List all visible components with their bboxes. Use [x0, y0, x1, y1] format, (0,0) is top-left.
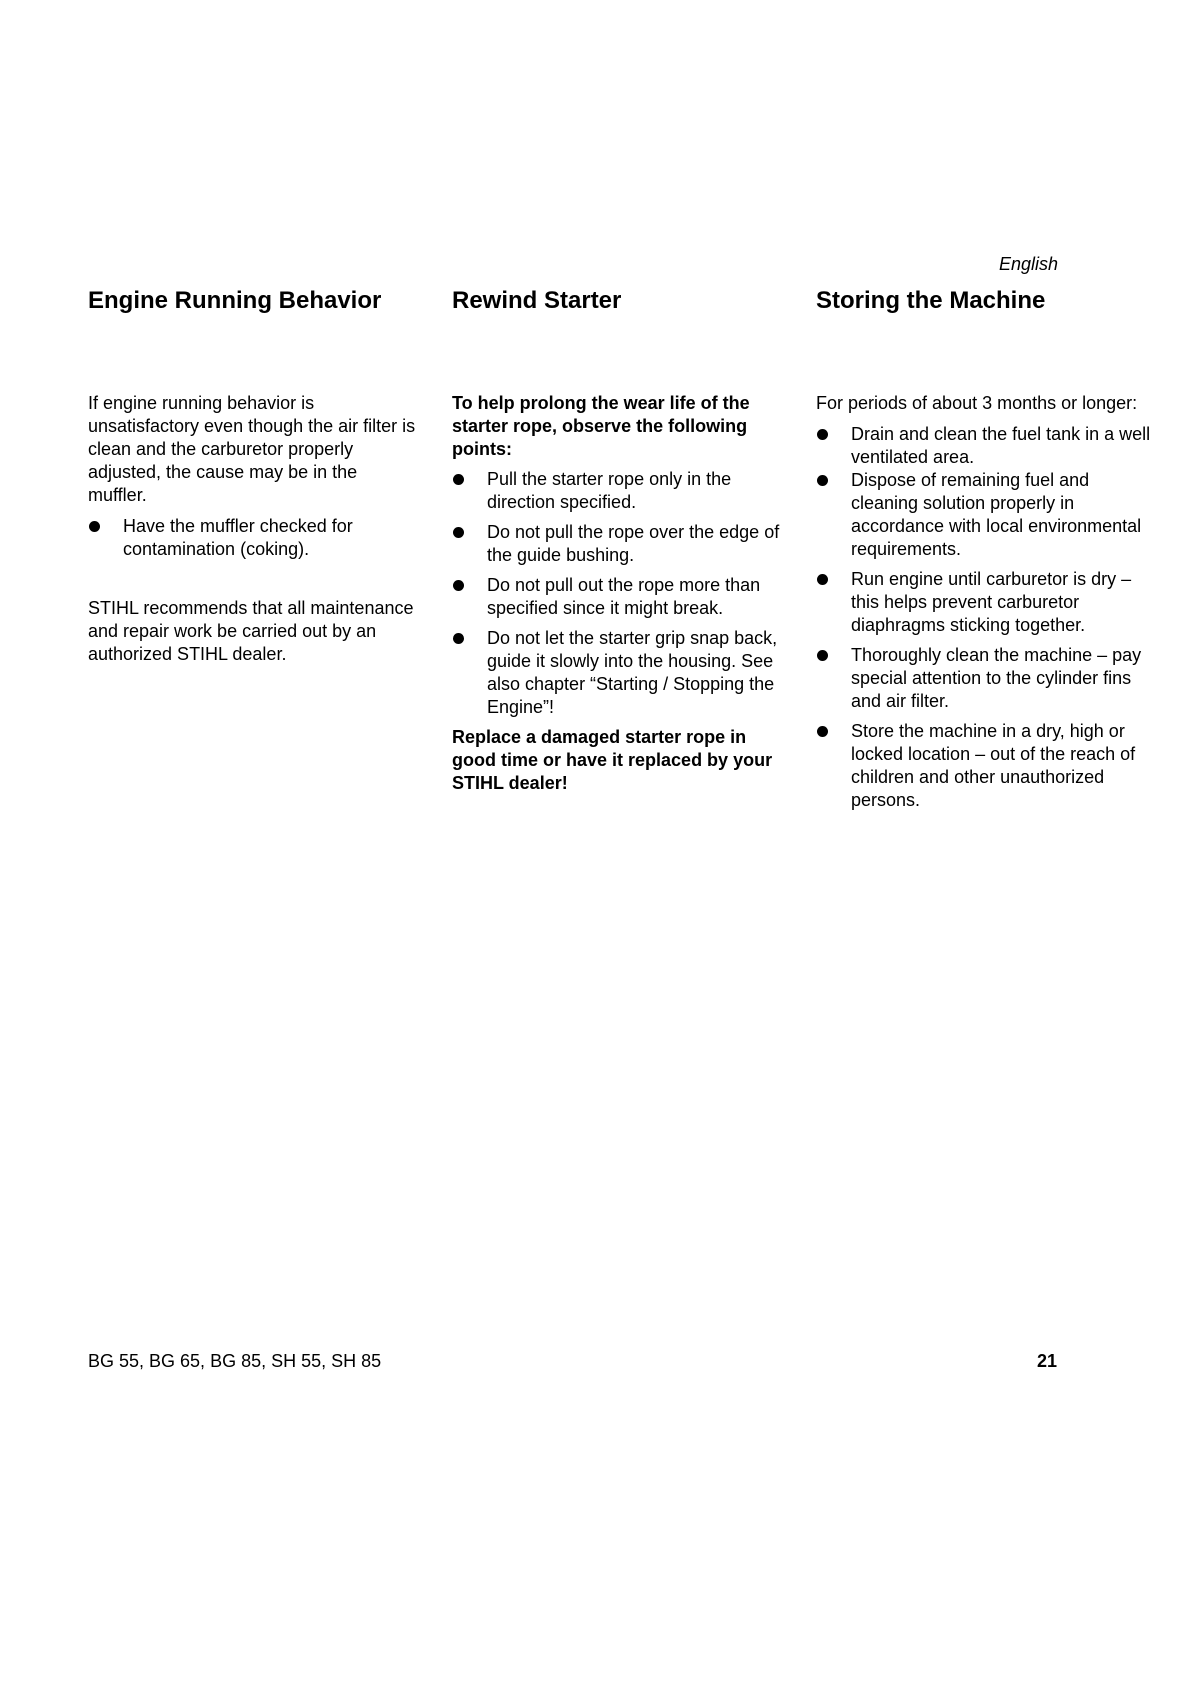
engine-bullet-list — [88, 515, 418, 561]
list-item — [816, 720, 1152, 812]
list-item-text: Have the muffler checked for contamination (coking). — [123, 516, 353, 559]
list-item-text: Run engine until carburetor is dry – this helps prevent carburetor diaphragms sticking together. — [851, 569, 1132, 635]
list-item-text: Pull the starter rope only in the direction specified. — [487, 469, 732, 512]
starter-intro-paragraph: To help prolong the wear life of the starter rope, observe the following points: — [452, 393, 750, 459]
list-item-text: Do not let the starter grip snap back, guide it slowly into the housing. See also chapter “Starting / Stopping the Engine”! — [487, 628, 778, 717]
bullet-icon — [453, 474, 464, 485]
list-item — [816, 644, 1152, 713]
list-item-text: Dispose of remaining fuel and cleaning solution properly in accordance with local environmental requirements. — [851, 470, 1142, 559]
list-item-text: Store the machine in a dry, high or locked location – out of the reach of children and other unauthorized persons. — [851, 721, 1136, 810]
bullet-icon — [89, 521, 100, 532]
storing-intro-paragraph: For periods of about 3 months or longer: — [816, 393, 1138, 413]
bullet-icon — [453, 580, 464, 591]
engine-intro-paragraph: If engine running behavior is unsatisfactory even though the air filter is clean and the carburetor properly adjusted, the cause may be in the muffler. — [88, 393, 416, 505]
starter-warning-paragraph: Replace a damaged starter rope in good time or have it replaced by your STIHL dealer! — [452, 727, 773, 793]
footer-models: BG 55, BG 65, BG 85, SH 55, SH 85 — [88, 1351, 382, 1371]
list-item-text: Drain and clean the fuel tank in a well ventilated area. — [851, 424, 1151, 467]
list-item — [452, 627, 788, 719]
section-heading: Engine Running Behavior — [88, 287, 382, 314]
list-item-text: Do not pull the rope over the edge of the guide bushing. — [487, 522, 780, 565]
list-item — [816, 423, 1152, 469]
list-item — [816, 568, 1152, 637]
bullet-icon — [817, 429, 828, 440]
bullet-icon — [817, 650, 828, 661]
bullet-icon — [453, 527, 464, 538]
list-item — [452, 521, 788, 567]
engine-note-paragraph: STIHL recommends that all maintenance and repair work be carried out by an authorized STIHL dealer. — [88, 598, 414, 664]
list-item-text: Thoroughly clean the machine – pay special attention to the cylinder fins and air filter. — [851, 645, 1142, 711]
bullet-icon — [817, 475, 828, 486]
page-number: 21 — [1036, 1351, 1057, 1371]
section-heading: Rewind Starter — [452, 287, 622, 314]
bullet-icon — [817, 574, 828, 585]
language-label: English — [998, 254, 1058, 274]
bullet-icon — [817, 726, 828, 737]
engine-running-behavior-section — [88, 285, 418, 664]
list-item — [452, 574, 788, 620]
storing-machine-section — [816, 285, 1152, 810]
section-heading: Storing the Machine — [816, 287, 1046, 314]
list-item — [816, 469, 1152, 561]
rewind-starter-section — [452, 285, 788, 793]
starter-bullet-list — [452, 468, 788, 719]
bullet-icon — [453, 633, 464, 644]
list-item — [88, 515, 418, 561]
list-item — [452, 468, 788, 514]
list-item-text: Do not pull out the rope more than specified since it might break. — [487, 575, 761, 618]
storing-bullet-list — [816, 423, 1152, 812]
